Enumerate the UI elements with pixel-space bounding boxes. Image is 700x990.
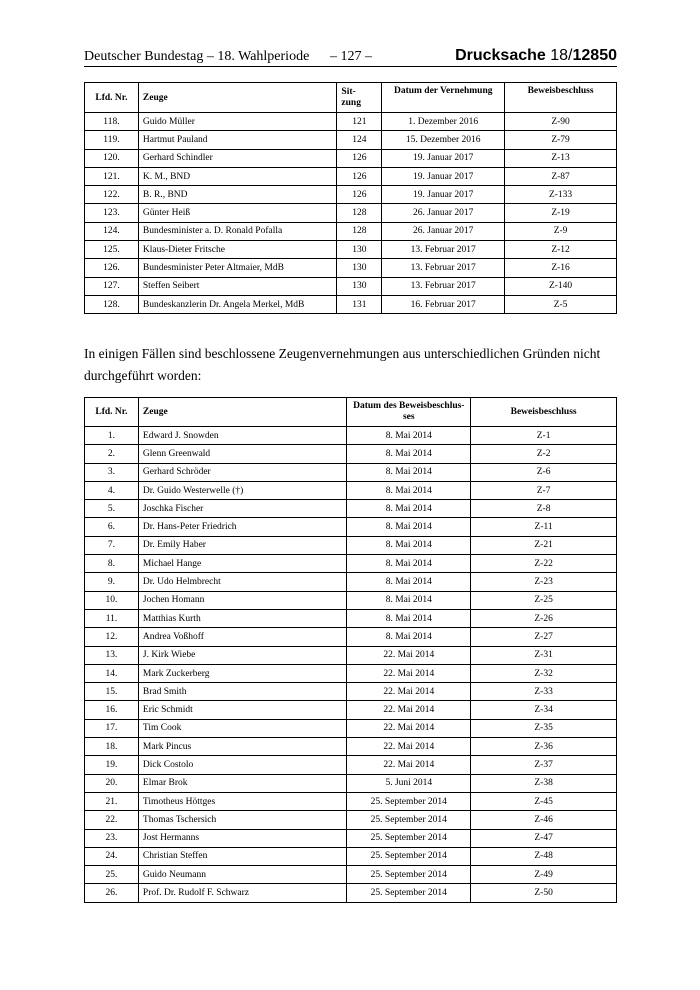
cell-nr: 26. — [85, 884, 139, 902]
witness-hearings-table — [84, 82, 617, 314]
table-row — [85, 427, 617, 445]
cell-zeuge: Dr. Hans-Peter Friedrich — [138, 518, 346, 536]
cell-zeuge: Dick Costolo — [138, 756, 346, 774]
cell-nr: 121. — [85, 167, 139, 185]
table-row — [85, 555, 617, 573]
table-row — [85, 536, 617, 554]
cell-datum-beschluss: 8. Mai 2014 — [347, 591, 471, 609]
cell-sitzung: 130 — [337, 241, 382, 259]
cell-nr: 4. — [85, 481, 139, 499]
table-row — [85, 463, 617, 481]
cell-beschluss: Z-79 — [505, 131, 617, 149]
cell-beschluss: Z-2 — [471, 445, 617, 463]
cell-zeuge: Gerhard Schindler — [138, 149, 337, 167]
cell-beschluss: Z-33 — [471, 683, 617, 701]
cell-zeuge: Bundesminister a. D. Ronald Pofalla — [138, 222, 337, 240]
cell-zeuge: J. Kirk Wiebe — [138, 646, 346, 664]
cell-nr: 119. — [85, 131, 139, 149]
cell-nr: 12. — [85, 628, 139, 646]
cell-nr: 3. — [85, 463, 139, 481]
cell-nr: 16. — [85, 701, 139, 719]
table-row — [85, 756, 617, 774]
table-row — [85, 573, 617, 591]
table-row — [85, 500, 617, 518]
doc-label: Drucksache — [455, 47, 546, 64]
cell-nr: 126. — [85, 259, 139, 277]
cell-beschluss: Z-49 — [471, 866, 617, 884]
col-header-nr: Lfd. Nr. — [85, 83, 139, 113]
table-row — [85, 701, 617, 719]
doc-num-b: 12850 — [572, 47, 617, 64]
cell-datum: 13. Februar 2017 — [382, 277, 505, 295]
cell-zeuge: Guido Neumann — [138, 866, 346, 884]
cell-sitzung: 121 — [337, 113, 382, 131]
cell-datum-beschluss: 8. Mai 2014 — [347, 463, 471, 481]
cell-sitzung: 126 — [337, 149, 382, 167]
cell-zeuge: Günter Heiß — [138, 204, 337, 222]
cell-beschluss: Z-22 — [471, 555, 617, 573]
cell-beschluss: Z-47 — [471, 829, 617, 847]
cell-datum-beschluss: 8. Mai 2014 — [347, 555, 471, 573]
cell-nr: 8. — [85, 555, 139, 573]
explanatory-paragraph: In einigen Fällen sind beschlossene Zeugenvernehmungen aus unterschiedlichen Gründen nicht durchgeführt worden: — [84, 346, 601, 383]
page-number: – 127 – — [330, 49, 372, 64]
col-header-beschluss: Beweisbeschluss — [505, 83, 617, 113]
cell-beschluss: Z-32 — [471, 664, 617, 682]
cell-datum-beschluss: 22. Mai 2014 — [347, 756, 471, 774]
cell-sitzung: 130 — [337, 259, 382, 277]
cell-nr: 6. — [85, 518, 139, 536]
table-row — [85, 259, 617, 277]
cell-zeuge: K. M., BND — [138, 167, 337, 185]
cell-nr: 22. — [85, 811, 139, 829]
cell-datum-beschluss: 22. Mai 2014 — [347, 664, 471, 682]
table-row — [85, 149, 617, 167]
cell-nr: 17. — [85, 719, 139, 737]
cell-beschluss: Z-46 — [471, 811, 617, 829]
cell-nr: 23. — [85, 829, 139, 847]
cell-datum: 19. Januar 2017 — [382, 186, 505, 204]
cell-nr: 19. — [85, 756, 139, 774]
cell-beschluss: Z-36 — [471, 738, 617, 756]
cell-nr: 123. — [85, 204, 139, 222]
cell-beschluss: Z-11 — [471, 518, 617, 536]
cell-zeuge: Bundesminister Peter Altmaier, MdB — [138, 259, 337, 277]
cell-zeuge: Jochen Homann — [138, 591, 346, 609]
cell-beschluss: Z-6 — [471, 463, 617, 481]
cell-datum-beschluss: 25. September 2014 — [347, 792, 471, 810]
doc-num-a: 18/ — [550, 47, 573, 64]
cell-datum-beschluss: 22. Mai 2014 — [347, 738, 471, 756]
cell-zeuge: Jost Hermanns — [138, 829, 346, 847]
cell-beschluss: Z-19 — [505, 204, 617, 222]
cell-beschluss: Z-7 — [471, 481, 617, 499]
cell-sitzung: 130 — [337, 277, 382, 295]
cell-beschluss: Z-87 — [505, 167, 617, 185]
table-row — [85, 277, 617, 295]
cell-nr: 122. — [85, 186, 139, 204]
cell-beschluss: Z-5 — [505, 295, 617, 313]
page-header — [84, 48, 617, 68]
cell-datum: 13. Februar 2017 — [382, 241, 505, 259]
cell-beschluss: Z-27 — [471, 628, 617, 646]
cell-sitzung: 128 — [337, 222, 382, 240]
cell-sitzung: 126 — [337, 167, 382, 185]
cell-beschluss: Z-38 — [471, 774, 617, 792]
cell-beschluss: Z-35 — [471, 719, 617, 737]
cell-datum: 26. Januar 2017 — [382, 222, 505, 240]
cell-datum: 26. Januar 2017 — [382, 204, 505, 222]
cell-nr: 128. — [85, 295, 139, 313]
cell-nr: 5. — [85, 500, 139, 518]
table-row — [85, 719, 617, 737]
unheard-witnesses-table — [84, 397, 617, 903]
table-row — [85, 628, 617, 646]
col-header-datum: Datum der Vernehmung — [382, 83, 505, 113]
cell-datum-beschluss: 22. Mai 2014 — [347, 701, 471, 719]
table-row — [85, 866, 617, 884]
cell-zeuge: Dr. Udo Helmbrecht — [138, 573, 346, 591]
cell-datum-beschluss: 22. Mai 2014 — [347, 646, 471, 664]
cell-zeuge: Andrea Voßhoff — [138, 628, 346, 646]
table-row — [85, 774, 617, 792]
table-row — [85, 445, 617, 463]
document-number — [455, 47, 617, 65]
table-row — [85, 481, 617, 499]
cell-sitzung: 128 — [337, 204, 382, 222]
table-row — [85, 167, 617, 185]
cell-nr: 21. — [85, 792, 139, 810]
cell-beschluss: Z-34 — [471, 701, 617, 719]
table-row — [85, 131, 617, 149]
table-row — [85, 518, 617, 536]
col-header-sitzung: Sit- zung — [337, 83, 382, 113]
cell-beschluss: Z-12 — [505, 241, 617, 259]
table-row — [85, 829, 617, 847]
cell-nr: 125. — [85, 241, 139, 259]
cell-zeuge: Timotheus Höttges — [138, 792, 346, 810]
cell-beschluss: Z-23 — [471, 573, 617, 591]
table-row — [85, 792, 617, 810]
cell-zeuge: Steffen Seibert — [138, 277, 337, 295]
cell-datum-beschluss: 5. Juni 2014 — [347, 774, 471, 792]
cell-datum-beschluss: 22. Mai 2014 — [347, 719, 471, 737]
table-row — [85, 113, 617, 131]
cell-nr: 11. — [85, 609, 139, 627]
cell-beschluss: Z-21 — [471, 536, 617, 554]
cell-beschluss: Z-26 — [471, 609, 617, 627]
cell-datum-beschluss: 25. September 2014 — [347, 829, 471, 847]
cell-beschluss: Z-90 — [505, 113, 617, 131]
cell-zeuge: B. R., BND — [138, 186, 337, 204]
cell-datum: 16. Februar 2017 — [382, 295, 505, 313]
cell-nr: 10. — [85, 591, 139, 609]
cell-beschluss: Z-8 — [471, 500, 617, 518]
cell-nr: 127. — [85, 277, 139, 295]
parliament-period: Deutscher Bundestag – 18. Wahlperiode — [84, 49, 310, 64]
table-row — [85, 683, 617, 701]
cell-datum-beschluss: 8. Mai 2014 — [347, 445, 471, 463]
cell-sitzung: 124 — [337, 131, 382, 149]
cell-zeuge: Dr. Emily Haber — [138, 536, 346, 554]
cell-zeuge: Matthias Kurth — [138, 609, 346, 627]
cell-datum-beschluss: 25. September 2014 — [347, 866, 471, 884]
cell-datum-beschluss: 8. Mai 2014 — [347, 536, 471, 554]
cell-datum-beschluss: 25. September 2014 — [347, 811, 471, 829]
cell-zeuge: Michael Hange — [138, 555, 346, 573]
table-row — [85, 222, 617, 240]
cell-zeuge: Elmar Brok — [138, 774, 346, 792]
cell-nr: 2. — [85, 445, 139, 463]
header-rule — [84, 66, 617, 67]
cell-zeuge: Dr. Guido Westerwelle (†) — [138, 481, 346, 499]
cell-nr: 124. — [85, 222, 139, 240]
cell-zeuge: Joschka Fischer — [138, 500, 346, 518]
cell-zeuge: Hartmut Pauland — [138, 131, 337, 149]
cell-sitzung: 126 — [337, 186, 382, 204]
col-header-datum-beschluss: Datum des Beweisbeschlus- ses — [347, 398, 471, 427]
cell-zeuge: Guido Müller — [138, 113, 337, 131]
table-header-row — [85, 83, 617, 113]
cell-nr: 120. — [85, 149, 139, 167]
cell-nr: 24. — [85, 847, 139, 865]
cell-zeuge: Eric Schmidt — [138, 701, 346, 719]
cell-beschluss: Z-13 — [505, 149, 617, 167]
table-row — [85, 295, 617, 313]
table-row — [85, 204, 617, 222]
col-header-zeuge: Zeuge — [138, 398, 346, 427]
cell-zeuge: Gerhard Schröder — [138, 463, 346, 481]
cell-sitzung: 131 — [337, 295, 382, 313]
table-header-row — [85, 398, 617, 427]
cell-datum-beschluss: 22. Mai 2014 — [347, 683, 471, 701]
cell-nr: 7. — [85, 536, 139, 554]
cell-datum: 1. Dezember 2016 — [382, 113, 505, 131]
cell-datum-beschluss: 25. September 2014 — [347, 847, 471, 865]
cell-beschluss: Z-140 — [505, 277, 617, 295]
cell-nr: 25. — [85, 866, 139, 884]
cell-nr: 1. — [85, 427, 139, 445]
table-row — [85, 847, 617, 865]
cell-zeuge: Mark Pincus — [138, 738, 346, 756]
cell-beschluss: Z-45 — [471, 792, 617, 810]
cell-beschluss: Z-1 — [471, 427, 617, 445]
table-row — [85, 591, 617, 609]
cell-beschluss: Z-9 — [505, 222, 617, 240]
cell-zeuge: Christian Steffen — [138, 847, 346, 865]
table-row — [85, 884, 617, 902]
cell-zeuge: Brad Smith — [138, 683, 346, 701]
cell-datum-beschluss: 8. Mai 2014 — [347, 427, 471, 445]
col-header-nr: Lfd. Nr. — [85, 398, 139, 427]
table-row — [85, 241, 617, 259]
col-header-beschluss: Beweisbeschluss — [471, 398, 617, 427]
cell-datum-beschluss: 25. September 2014 — [347, 884, 471, 902]
cell-datum-beschluss: 8. Mai 2014 — [347, 518, 471, 536]
cell-datum-beschluss: 8. Mai 2014 — [347, 573, 471, 591]
cell-zeuge: Edward J. Snowden — [138, 427, 346, 445]
cell-nr: 13. — [85, 646, 139, 664]
cell-datum: 19. Januar 2017 — [382, 149, 505, 167]
cell-nr: 18. — [85, 738, 139, 756]
cell-zeuge: Prof. Dr. Rudolf F. Schwarz — [138, 884, 346, 902]
cell-nr: 118. — [85, 113, 139, 131]
table-row — [85, 664, 617, 682]
cell-beschluss: Z-48 — [471, 847, 617, 865]
table-row — [85, 646, 617, 664]
table-row — [85, 186, 617, 204]
cell-datum-beschluss: 8. Mai 2014 — [347, 609, 471, 627]
table-row — [85, 811, 617, 829]
cell-zeuge: Glenn Greenwald — [138, 445, 346, 463]
cell-beschluss: Z-37 — [471, 756, 617, 774]
cell-beschluss: Z-31 — [471, 646, 617, 664]
cell-datum: 13. Februar 2017 — [382, 259, 505, 277]
cell-datum: 15. Dezember 2016 — [382, 131, 505, 149]
cell-nr: 9. — [85, 573, 139, 591]
cell-beschluss: Z-25 — [471, 591, 617, 609]
table-row — [85, 738, 617, 756]
cell-zeuge: Klaus-Dieter Fritsche — [138, 241, 337, 259]
cell-beschluss: Z-133 — [505, 186, 617, 204]
table-row — [85, 609, 617, 627]
cell-datum-beschluss: 8. Mai 2014 — [347, 500, 471, 518]
cell-nr: 15. — [85, 683, 139, 701]
col-header-zeuge: Zeuge — [138, 83, 337, 113]
cell-beschluss: Z-50 — [471, 884, 617, 902]
cell-zeuge: Mark Zuckerberg — [138, 664, 346, 682]
cell-datum-beschluss: 8. Mai 2014 — [347, 628, 471, 646]
cell-zeuge: Thomas Tschersich — [138, 811, 346, 829]
cell-nr: 14. — [85, 664, 139, 682]
cell-datum: 19. Januar 2017 — [382, 167, 505, 185]
cell-nr: 20. — [85, 774, 139, 792]
cell-beschluss: Z-16 — [505, 259, 617, 277]
cell-zeuge: Bundeskanzlerin Dr. Angela Merkel, MdB — [138, 295, 337, 313]
cell-zeuge: Tim Cook — [138, 719, 346, 737]
cell-datum-beschluss: 8. Mai 2014 — [347, 481, 471, 499]
